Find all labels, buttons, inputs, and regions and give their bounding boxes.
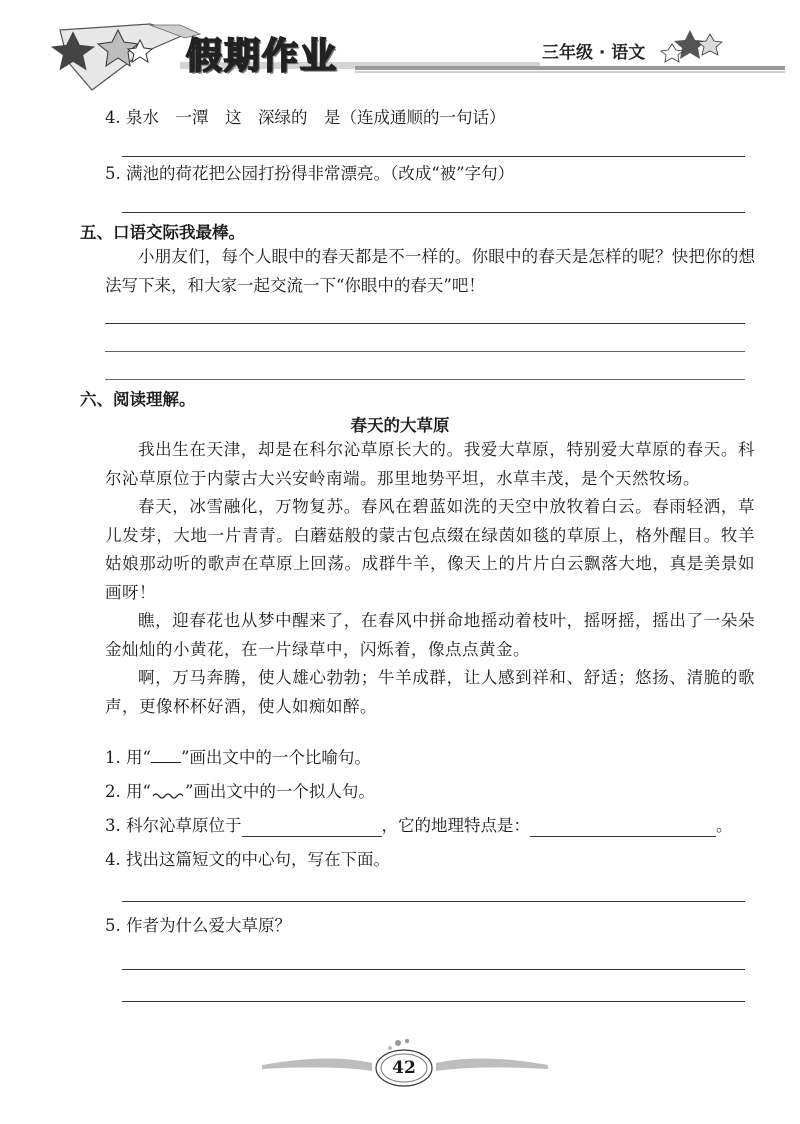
passage-paragraph: 我出生在天津，却是在科尔沁草原长大的。我爱大草原，特别爱大草原的春天。科尔沁草原位于内蒙古大兴安岭南端。那里地势平坦，水草丰茂，是个天然牧场。 [105, 440, 755, 488]
section-5-paragraph [105, 243, 755, 300]
page-number: 42 [392, 1058, 416, 1078]
reading-question-3 [105, 815, 733, 837]
page-header [0, 0, 800, 95]
rq3-end: 。 [716, 816, 733, 835]
question-4: 4. 泉水 一潭 这 深绿的 是（连成通顺的一句话） [105, 108, 506, 127]
section-5-text: 小朋友们，每个人眼中的春天都是不一样的。你眼中的春天是怎样的呢？快把你的想法写下来，和大家一起交流一下“你眼中的春天”吧！ [105, 247, 755, 295]
section-6-title: 六、阅读理解。 [80, 390, 196, 409]
rq1-prefix: 1. 用“ [105, 748, 151, 767]
answer-line-rq5-2[interactable] [122, 1001, 745, 1002]
question-5: 5. 满池的荷花把公园打扮得非常漂亮。（改成“被”字句） [105, 164, 515, 183]
answer-line-q5[interactable] [122, 212, 745, 213]
header-title: 假期作业 [186, 36, 339, 77]
straight-underline-sample [151, 748, 181, 763]
page-footer [0, 1035, 800, 1095]
passage-paragraph: 瞧，迎春花也从梦中醒来了，在春风中拼命地摇动着枝叶，摇呀摇，摇出了一朵朵金灿灿的小黄花，在一片绿草中，闪烁着，像点点黄金。 [105, 611, 755, 659]
section-5-title: 五、口语交际我最棒。 [80, 223, 245, 242]
passage-paragraph: 春天，冰雪融化，万物复苏。春风在碧蓝如洗的天空中放牧着白云。春雨轻洒，草儿发芽，大地一片青青。白蘑菇般的蒙古包点缀在绿茵如毯的草原上，格外醒目。牧羊姑娘那动听的歌声在草原上回荡。成群牛羊，像天上的片片白云飘落大地，真是美景如画呀！ [105, 497, 755, 602]
answer-line-s5-3[interactable] [105, 379, 745, 380]
reading-question-5: 5. 作者为什么爱大草原？ [105, 916, 291, 935]
answer-line-q4[interactable] [122, 156, 745, 157]
rq3-middle: ，它的地理特点是： [381, 816, 530, 835]
answer-line-s5-2[interactable] [105, 351, 745, 352]
reading-question-1 [105, 747, 371, 769]
rq3-prefix: 3. 科尔沁草原位于 [105, 816, 242, 835]
passage-title: 春天的大草原 [350, 416, 450, 435]
answer-line-rq5-1[interactable] [122, 969, 745, 970]
passage-paragraph: 啊，万马奔腾，使人雄心勃勃；牛羊成群，让人感到祥和、舒适；悠扬、清脆的歌声，更像杯杯好酒，使人如痴如醉。 [105, 668, 755, 716]
answer-blank-location[interactable] [242, 818, 382, 837]
answer-line-rq4[interactable] [122, 901, 745, 902]
answer-line-s5-1[interactable] [105, 323, 745, 324]
answer-blank-features[interactable] [530, 818, 716, 837]
header-banner [0, 0, 800, 95]
star-decoration-left [51, 24, 200, 90]
rq2-suffix: ”画出文中的一个拟人句。 [184, 782, 375, 801]
rq2-prefix: 2. 用“ [105, 782, 151, 801]
reading-question-4: 4. 找出这篇短文的中心句，写在下面。 [105, 850, 390, 869]
header-grade-subject: 三年级 · 语文 [542, 43, 646, 63]
reading-question-2 [105, 781, 375, 803]
wavy-underline-sample [151, 784, 185, 800]
star-decoration-right [661, 30, 722, 62]
passage-body [105, 436, 755, 721]
rq1-suffix: ”画出文中的一个比喻句。 [180, 748, 371, 767]
